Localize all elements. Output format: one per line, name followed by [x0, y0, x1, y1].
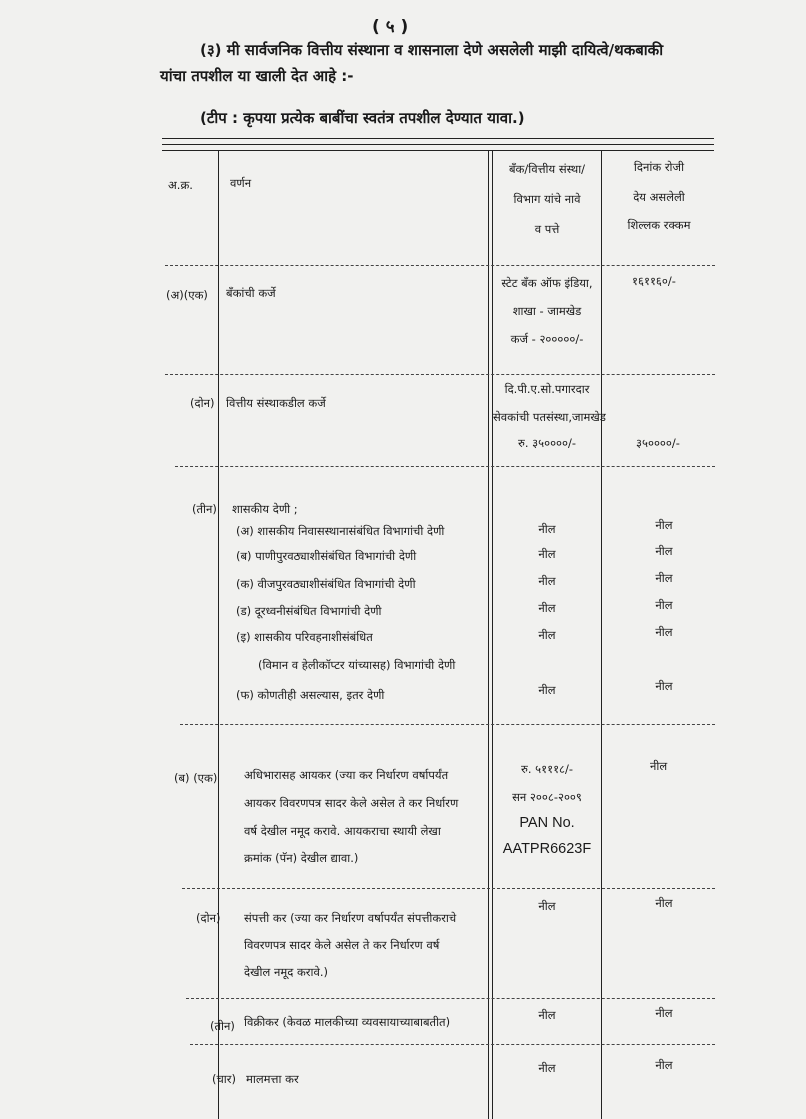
row5-desc-3: देखील नमूद करावे.) — [244, 965, 329, 979]
table-top-rule-2 — [162, 144, 714, 145]
row7-desc: मालमत्ता कर — [246, 1072, 299, 1086]
row3-sub-bank: नील — [538, 574, 556, 588]
row5-bank: नील — [538, 899, 556, 913]
header-due-2: देय असलेली — [633, 190, 685, 204]
row5-due: नील — [655, 896, 673, 910]
intro-line-1: (३) मी सार्वजनिक वित्तीय संस्थाना व शासनाला देणे असलेली माझी दायित्वे/थकबाकी — [200, 41, 664, 59]
header-due-1: दिनांक रोजी — [633, 160, 685, 174]
row-divider — [175, 466, 715, 467]
header-sno: अ.क्र. — [168, 178, 193, 192]
row6-bank: नील — [538, 1008, 556, 1022]
row3-sub-label: (अ) शासकीय निवासस्थानासंबंधित विभागांची देणी — [236, 524, 445, 538]
row5-desc-2: विवरणपत्र सादर केले असेल ते कर निर्धारण वर्ष — [244, 938, 440, 952]
row3-sub-due: नील — [655, 518, 673, 532]
row4-bank-2: सन २००८-२००९ — [512, 790, 582, 804]
row6-desc: विक्रीकर (केवळ मालकीच्या व्यवसायाच्याबाबतीत) — [244, 1015, 451, 1029]
row3-sub-due: नील — [655, 625, 673, 639]
row3-sub-due: नील — [655, 679, 673, 693]
header-bank-3: व पत्ते — [534, 222, 560, 236]
row1-bank-1: स्टेट बँक ऑफ इंडिया, — [501, 276, 593, 290]
row-divider — [186, 998, 715, 999]
row3-sub-label: (क) वीजपुरवठ्याशीसंबंधित विभागांची देणी — [236, 577, 416, 591]
page-number: ( ५ ) — [372, 17, 409, 37]
row3-sub-bank: नील — [538, 547, 556, 561]
column-rule-2 — [488, 150, 489, 1119]
row7-bank: नील — [538, 1061, 556, 1075]
row1-bank-3: कर्ज - २०००००/- — [510, 332, 584, 346]
row-divider — [180, 724, 715, 725]
row4-pan-label: PAN No. — [519, 815, 575, 831]
row2-bank-2: सेवकांची पतसंस्था,जामखेड — [493, 410, 606, 424]
note: (टीप : कृपया प्रत्येक बाबींचा स्वतंत्र तपशील देण्यात यावा.) — [200, 109, 525, 127]
row3-sub-due: नील — [655, 571, 673, 585]
row3-sub-label: (ब) पाणीपुरवठ्याशीसंबंधित विभागांची देणी — [236, 549, 417, 563]
row3-sub-bank: नील — [538, 601, 556, 615]
row-divider — [165, 265, 715, 266]
table-top-rule-3 — [162, 150, 714, 151]
row4-due: नील — [650, 759, 668, 773]
row4-bank-1: रु. ५१११८/- — [520, 762, 574, 776]
row4-pan-value: AATPR6623F — [502, 841, 592, 857]
intro-line-2: यांचा तपशील या खाली देत आहे :- — [160, 67, 354, 85]
row3-sub-due: नील — [655, 544, 673, 558]
row4-sno: (ब) (एक) — [174, 771, 218, 785]
row3-sub-label: (ड) दूरध्वनीसंबंधित विभागांची देणी — [236, 604, 382, 618]
row-divider — [165, 374, 715, 375]
row6-sno: (तीन) — [210, 1019, 235, 1033]
row6-due: नील — [655, 1006, 673, 1020]
row7-due: नील — [655, 1058, 673, 1072]
header-due-3: शिल्लक रक्कम — [627, 218, 691, 232]
row1-bank-2: शाखा - जामखेड — [512, 304, 582, 318]
row7-sno: (चार) — [212, 1072, 236, 1086]
row2-bank-1: दि.पी.ए.सो.पगारदार — [504, 382, 590, 396]
row4-desc-3: वर्ष देखील नमूद करावे. आयकराचा स्थायी लेखा — [244, 824, 441, 838]
row1-desc: बँकांची कर्जे — [226, 286, 276, 300]
row1-sno: (अ)(एक) — [166, 288, 208, 302]
row2-desc: वित्तीय संस्थाकडील कर्जे — [226, 396, 326, 410]
column-rule-1 — [218, 150, 219, 1119]
header-bank-2: विभाग यांचे नावे — [513, 192, 581, 206]
row-divider — [182, 888, 715, 889]
row3-sub-bank: नील — [538, 628, 556, 642]
row3-desc: शासकीय देणी ; — [232, 502, 298, 516]
row3-sno: (तीन) — [192, 502, 217, 516]
row5-sno: (दोन) — [196, 911, 221, 925]
row2-bank-3: रु. ३५००००/- — [517, 436, 577, 450]
row4-desc-2: आयकर विवरणपत्र सादर केले असेल ते कर निर्धारण — [244, 796, 459, 810]
row1-due: १६११६०/- — [632, 274, 676, 288]
row3-sub-label: (फ) कोणतीही असल्यास, इतर देणी — [236, 688, 385, 702]
row3-sub-label: (इ) शासकीय परिवहनाशीसंबंधित — [236, 630, 373, 644]
row4-desc-1: अधिभारासह आयकर (ज्या कर निर्धारण वर्षापर्यंत — [244, 768, 449, 782]
row2-due: ३५००००/- — [636, 436, 680, 450]
row-divider — [190, 1044, 715, 1045]
row4-desc-4: क्रमांक (पॅन) देखील द्यावा.) — [244, 851, 359, 865]
row2-sno: (दोन) — [190, 396, 215, 410]
header-desc: वर्णन — [230, 176, 252, 190]
row3-sub-due: नील — [655, 598, 673, 612]
table-top-rule — [162, 138, 714, 139]
column-rule-3 — [601, 150, 602, 1119]
row3-sub-bank: नील — [538, 522, 556, 536]
row5-desc-1: संपत्ती कर (ज्या कर निर्धारण वर्षापर्यंत संपत्तीकराचे — [244, 911, 457, 925]
row3-sub-label: (विमान व हेलीकॉप्टर यांच्यासह) विभागांची देणी — [258, 658, 456, 672]
header-bank-1: बँक/वित्तीय संस्था/ — [508, 162, 586, 176]
row3-sub-bank: नील — [538, 683, 556, 697]
